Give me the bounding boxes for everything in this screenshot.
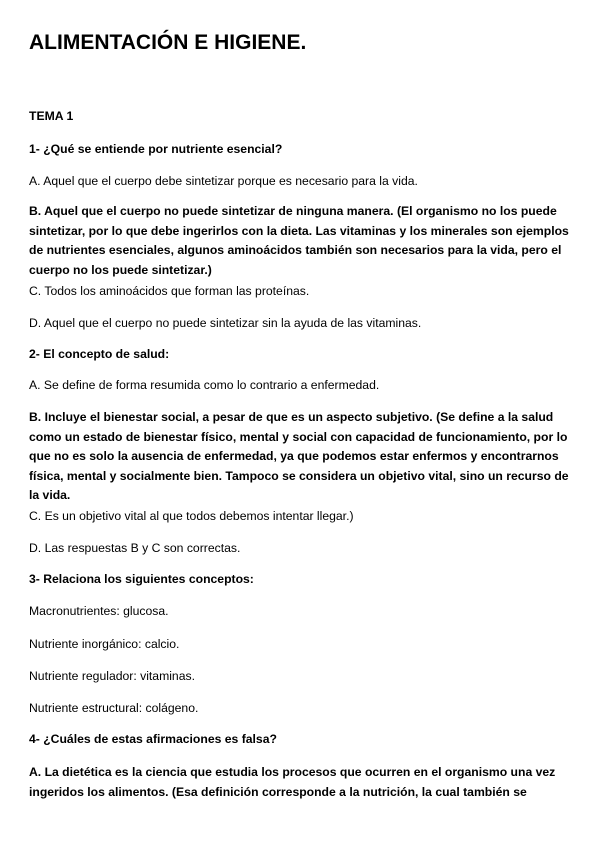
q2-option-d: D. Las respuestas B y C son correctas.	[29, 541, 241, 555]
question-4: 4- ¿Cuáles de estas afirmaciones es falsa?	[29, 732, 277, 746]
tema-heading: TEMA 1	[29, 109, 74, 123]
q1-option-a: A. Aquel que el cuerpo debe sintetizar porque es necesario para la vida.	[29, 174, 418, 188]
q4-option-a: A. La dietética es la ciencia que estudia los procesos que ocurren en el organismo una vez ingeridos los alimentos. (Esa definición corresponde a la nutrición, la cual también se	[29, 765, 556, 799]
q3-item: Nutriente estructural: colágeno.	[29, 701, 199, 715]
question-2: 2- El concepto de salud:	[29, 347, 170, 361]
q2-option-c: C. Es un objetivo vital al que todos debemos intentar llegar.)	[29, 509, 354, 523]
q2-option-b: B. Incluye el bienestar social, a pesar de que es un aspecto subjetivo. (Se define a la salud como un estado de bienestar físico, mental y social con capacidad de funcionamiento, por lo que no es solo la ausencia de enfermedad, ya que podemos estar enfermos y encontrarnos física, mental y socialmente bien. Tampoco se considera un objetivo vital, sino un recurso de la vida.	[29, 410, 569, 502]
q2-option-a: A. Se define de forma resumida como lo contrario a enfermedad.	[29, 378, 380, 392]
q1-option-d: D. Aquel que el cuerpo no puede sintetizar sin la ayuda de las vitaminas.	[29, 316, 422, 330]
q3-item: Macronutrientes: glucosa.	[29, 604, 169, 618]
q1-option-c: C. Todos los aminoácidos que forman las proteínas.	[29, 284, 310, 298]
document-title: ALIMENTACIÓN E HIGIENE.	[29, 31, 307, 54]
q3-item: Nutriente regulador: vitaminas.	[29, 669, 195, 683]
q3-item: Nutriente inorgánico: calcio.	[29, 637, 180, 651]
question-3: 3- Relaciona los siguientes conceptos:	[29, 572, 254, 586]
q1-option-b: B. Aquel que el cuerpo no puede sintetizar de ninguna manera. (El organismo no los puede sintetizar, por lo que debe ingerirlos con la dieta. Las vitaminas y los minerales son ejemplos de nutrientes esenciales, algunos aminoácidos también son necesarios para la vida, pero el cuerpo no los puede sintetizar.)	[29, 204, 569, 277]
question-1: 1- ¿Qué se entiende por nutriente esencial?	[29, 142, 283, 156]
